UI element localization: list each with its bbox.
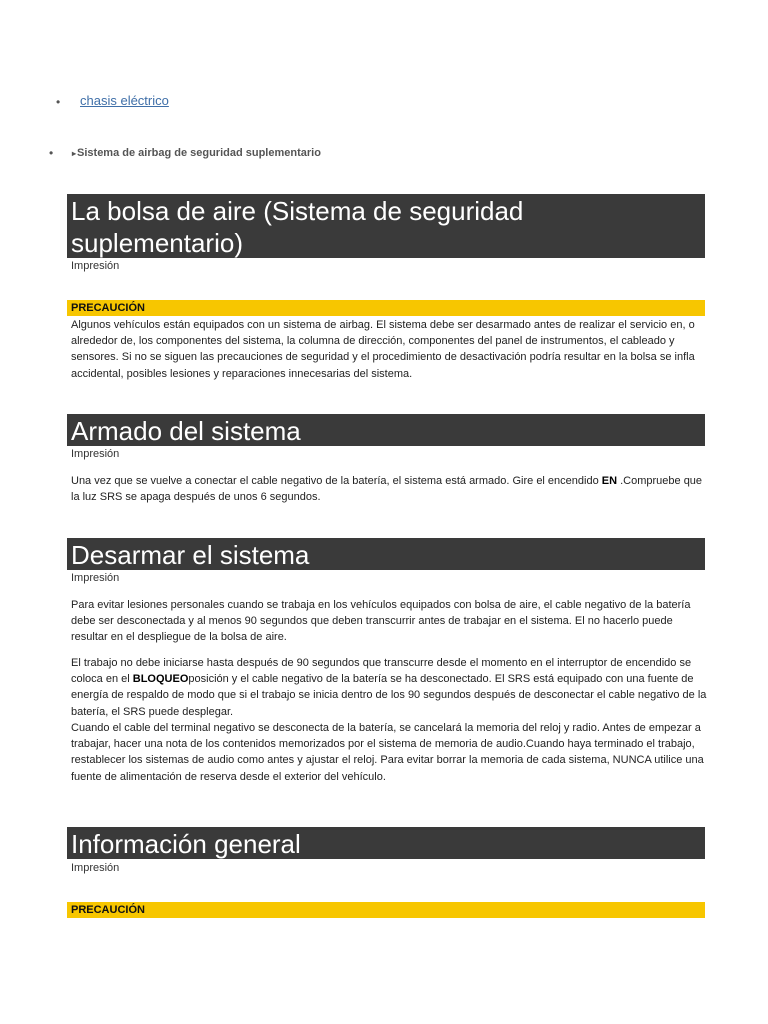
print-link[interactable]: Impresión — [71, 448, 120, 460]
desarmar-paragraph-1: Para evitar lesiones personales cuando se trabaja en los vehículos equipados con bolsa de aire, el cable negativo de la batería debe ser desconectada y al menos 90 segundos que deben transcurrir antes de trabajar en el sistema. El no hacerlo puede resultar en el despliegue de la bolsa de aire. — [71, 599, 691, 644]
section-title-informacion: Información general — [67, 827, 705, 859]
bullet-marker: • — [49, 146, 54, 160]
desarmar-paragraph-2 — [71, 655, 711, 720]
bullet-marker: • — [56, 95, 61, 109]
desarmar-paragraph-2-part: El trabajo no debe iniciarse hasta después de 90 segundos que transcurre desde el momento en el interruptor de encendido se coloca en el — [71, 657, 692, 686]
section-title-airbag: La bolsa de aire (Sistema de seguridad suplementario) — [67, 194, 705, 258]
desarmar-paragraph-2-bold: BLOQUEO — [132, 673, 189, 686]
section-title-armado: Armado del sistema — [67, 414, 705, 446]
desarmar-paragraph-2-part: posición y el cable negativo de la batería se ha desconectado. El SRS está equipado con una fuente de energía de respaldo de modo que si el trabajo se inicia dentro de los 90 segundos después de desconectar el cable negativo de la batería, el SRS puede desplegar. — [71, 673, 707, 718]
caution-banner: PRECAUCIÓN — [67, 902, 705, 918]
print-link[interactable]: Impresión — [71, 260, 120, 272]
caution-banner: PRECAUCIÓN — [67, 300, 705, 316]
armado-text — [71, 473, 711, 505]
armado-text-part: Una vez que se vuelve a conectar el cable negativo de la batería, el sistema está armado. Gire el encendido — [71, 475, 602, 487]
print-link[interactable]: Impresión — [71, 572, 120, 584]
breadcrumb-current — [72, 147, 321, 159]
section-title-desarmar: Desarmar el sistema — [67, 538, 705, 570]
triangle-right-icon: ▸ — [72, 149, 77, 158]
print-link[interactable]: Impresión — [71, 862, 120, 874]
breadcrumb-link-chasis-electrico[interactable]: chasis eléctrico — [80, 93, 169, 108]
armado-text-part: .Compruebe que la luz SRS se apaga después de unos 6 segundos. — [71, 475, 703, 504]
caution-text: Algunos vehículos están equipados con un sistema de airbag. El sistema debe ser desarmado antes de realizar el servicio en, o alrededor de, los componentes del sistema, la columna de dirección, componentes del panel de instrumentos, el cableado y sensores. Si no se siguen las precauciones de seguridad y el procedimiento de desactivación podría resultar en la bolsa se infla accidental, posibles lesiones y reparaciones innecesarias del sistema. — [71, 319, 695, 380]
armado-text-bold: EN — [601, 475, 618, 487]
desarmar-paragraph-3: Cuando el cable del terminal negativo se desconecta de la batería, se cancelará la memoria del reloj y radio. Antes de empezar a trabajar, hacer una nota de los contenidos memorizados por el sistema de memoria de audio.Cuando haya terminado el trabajo, restablecer los sistemas de audio como antes y ajustar el reloj. Para evitar borrar la memoria de cada sistema, NUNCA utilice una fuente de alimentación de reserva desde el exterior del vehículo. — [71, 722, 704, 783]
breadcrumb-current-label: Sistema de airbag de seguridad suplementario — [77, 147, 321, 159]
